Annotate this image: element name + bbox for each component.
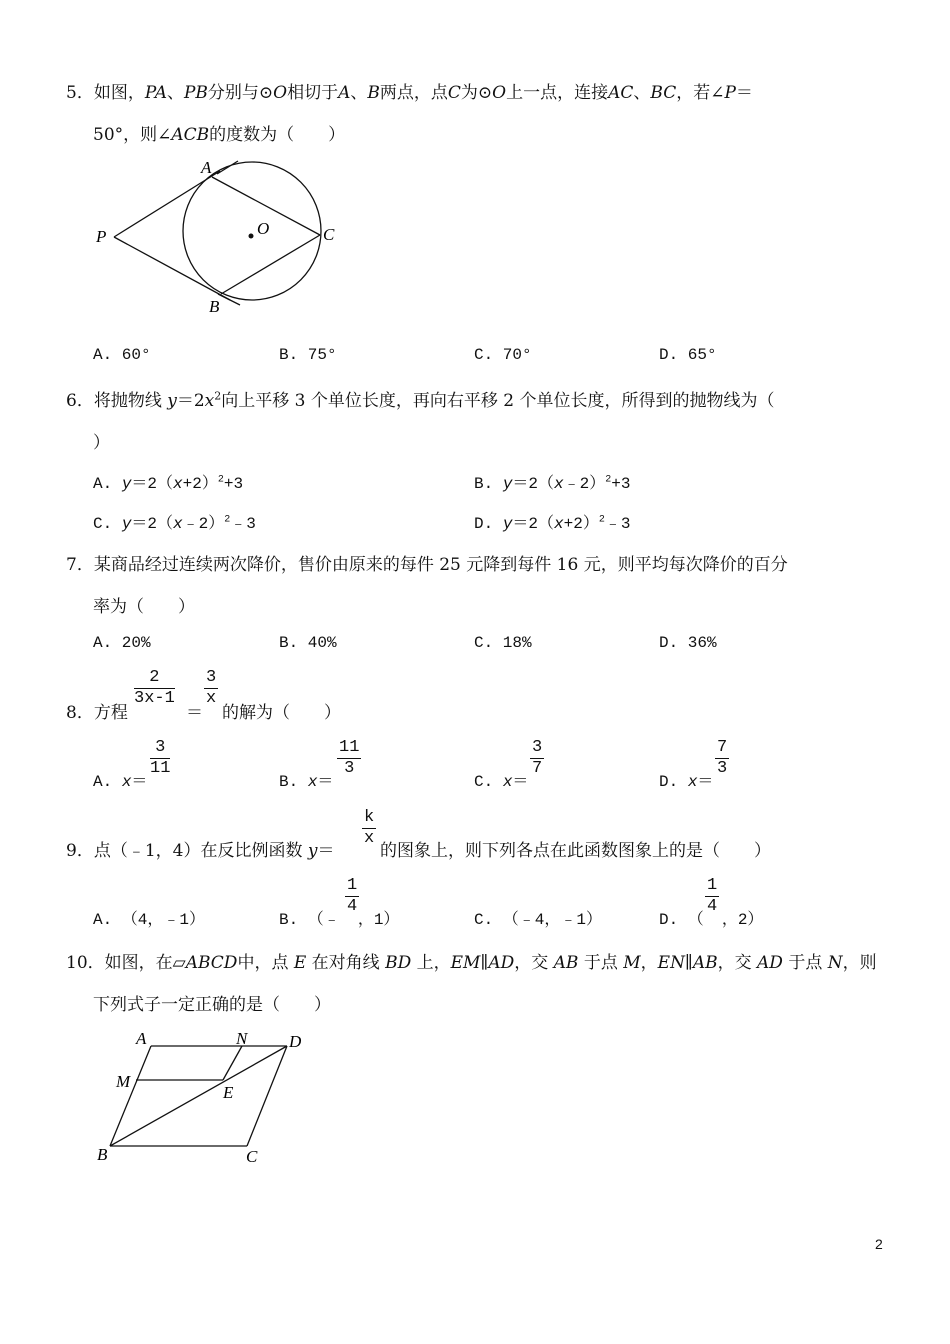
q8-option-a-fraction: $\frac{3}{11}$ [150, 738, 171, 778]
q6-number: 6． [66, 391, 94, 411]
q6-option-b[interactable]: B. y＝2（x﹣2）$^2$+3 [474, 474, 631, 493]
q5-option-d[interactable]: D. 65° [659, 346, 717, 364]
q5-option-a[interactable]: A. 60° [93, 346, 151, 364]
q8-fraction-2: $\frac{3}{x}$ [206, 668, 217, 708]
label-d: D [289, 1032, 302, 1051]
side-cd [247, 1046, 287, 1146]
q8-option-c-fraction: $\frac{3}{7}$ [532, 738, 543, 778]
label-e: E [223, 1083, 234, 1102]
q9-option-b-fraction: $\frac{1}{4}$ [347, 876, 358, 916]
label-b: B [97, 1145, 108, 1164]
label-n: N [236, 1029, 248, 1048]
q5-option-c[interactable]: C. 70° [474, 346, 532, 364]
q7-option-d[interactable]: D. 36% [659, 634, 717, 652]
q8-option-b[interactable]: B. x＝ [279, 773, 334, 791]
q6-option-a[interactable]: A. $y=2(x+2)^2+3$ [93, 474, 244, 493]
q6-option-d[interactable]: D. $y=2(x+2)^2﹣3$ [474, 514, 631, 533]
q8-option-c[interactable]: C. x＝ [474, 773, 529, 791]
q10-number: 10． [66, 953, 105, 973]
q8-equals: ＝ [186, 703, 203, 723]
q5-line2: 50°，则∠ACB的度数为（ ） [93, 125, 346, 145]
label-c: C [246, 1147, 258, 1166]
q8-option-d-fraction: $\frac{7}{3}$ [717, 738, 728, 778]
label-a: A [201, 158, 212, 177]
q5-figure [90, 155, 360, 320]
q7-option-a[interactable]: A. 20% [93, 634, 151, 652]
tangent-pa-extension [217, 161, 238, 174]
diagonal-bd [110, 1046, 287, 1146]
label-a: A [136, 1029, 147, 1048]
q6-line1: 6．将抛物线 $y=2x^2$向上平移 3 个单位长度，再向右平移 2 个单位长度，所得到的抛物线为（ [66, 389, 775, 411]
tangent-pa [114, 171, 220, 237]
q7-option-c[interactable]: C. 18% [474, 634, 532, 652]
q9-option-b[interactable]: B. （﹣ ，1） [279, 911, 400, 929]
q7-line2: 率为（ ） [93, 597, 195, 617]
side-ab [110, 1046, 151, 1146]
q5-option-b[interactable]: B. 75° [279, 346, 337, 364]
label-p: P [96, 227, 107, 246]
circle-o [183, 162, 321, 300]
q9-option-c[interactable]: C. （﹣4，﹣1） [474, 911, 603, 929]
q7-number: 7． [66, 555, 94, 575]
segment-bc [221, 235, 320, 294]
q9-line1-a: 9．点（﹣1，4）在反比例函数 y＝ [66, 841, 335, 861]
q6-option-c[interactable]: C. y＝2（x﹣2）$^2$﹣3 [93, 514, 256, 533]
q7-option-b[interactable]: B. 40% [279, 634, 337, 652]
q6-line2: ） [93, 433, 110, 453]
q5-line1: 5．如图，PA、PB分别与⊙O相切于A、B两点，点C为⊙O上一点，连接AC、BC，若∠P＝ [66, 83, 753, 103]
q10-line1: 10．如图，在▱ABCD中，点 E 在对角线 BD 上，EM∥AD，交 AB 于点 M，EN∥AB，交 AD 于点 N，则 [66, 953, 877, 973]
center-dot [249, 234, 254, 239]
q8-number: 8． [66, 703, 94, 723]
q9-option-a[interactable]: A. （4，﹣1） [93, 911, 206, 929]
q10-figure [90, 1025, 320, 1170]
label-m: M [116, 1072, 131, 1091]
q9-option-d-fraction: $\frac{1}{4}$ [707, 876, 718, 916]
q9-option-d[interactable]: D. （ ，2） [659, 911, 764, 929]
label-o: O [257, 219, 270, 238]
q7-line1: 7．某商品经过连续两次降价，售价由原来的每件 25 元降到每件 16 元，则平均每次降价的百分 [66, 555, 788, 575]
q9-fraction-k-x: $\frac{k}{x}$ [364, 808, 375, 848]
segment-en [223, 1046, 242, 1080]
q8-option-b-fraction: $\frac{11}{3}$ [339, 738, 360, 778]
label-c: C [323, 225, 335, 244]
q9-line1-b: 的图象上，则下列各点在此函数图象上的是（ ） [380, 841, 771, 861]
q9-number: 9． [66, 841, 94, 861]
q8-fraction-1: $\frac{2}{3x-1}$ [134, 668, 175, 708]
q8-suffix: 的解为（ ） [222, 703, 341, 723]
q8-option-d[interactable]: D. x＝ [659, 773, 714, 791]
q8-option-a[interactable]: A. x＝ [93, 773, 148, 791]
q5-number: 5． [66, 83, 94, 103]
q10-line2: 下列式子一定正确的是（ ） [93, 995, 331, 1015]
label-b: B [209, 297, 220, 316]
q8-prefix: 8．方程 [66, 703, 128, 723]
page-number: 2 [875, 1236, 883, 1252]
tangent-pb [114, 237, 230, 300]
